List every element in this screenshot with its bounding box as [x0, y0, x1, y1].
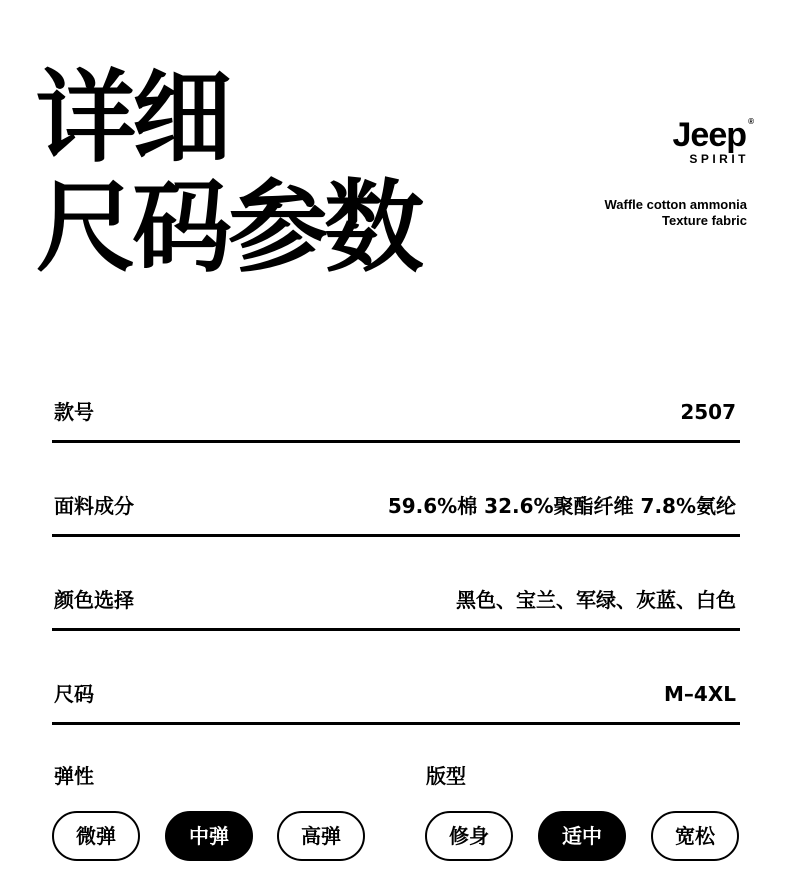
- spec-label: 面料成分: [54, 494, 134, 518]
- spec-row-style-number: [52, 400, 740, 443]
- page-title-line-2: 尺码参数: [36, 169, 420, 286]
- spec-label: 款号: [54, 400, 94, 424]
- jeep-logo-text: Jeep: [672, 116, 746, 154]
- fabric-tagline: [604, 197, 747, 229]
- spec-value: 黑色、宝兰、军绿、灰蓝、白色: [456, 588, 736, 612]
- spec-label: 颜色选择: [54, 588, 134, 612]
- elasticity-option-slight[interactable]: 微弹: [52, 811, 140, 861]
- tagline-line-2: Texture fabric: [661, 213, 747, 228]
- jeep-logo: [672, 116, 754, 154]
- spec-label: 尺码: [54, 682, 94, 706]
- elasticity-option-medium[interactable]: 中弹: [165, 811, 253, 861]
- elasticity-label: 弹性: [54, 764, 94, 788]
- registered-mark: ®: [748, 117, 754, 126]
- fit-option-slim[interactable]: 修身: [425, 811, 513, 861]
- brand-subline: SPIRIT: [689, 152, 749, 166]
- elasticity-option-high[interactable]: 高弹: [277, 811, 365, 861]
- page-title-line-1: 详细: [36, 59, 228, 176]
- spec-row-fabric: [52, 494, 740, 537]
- spec-row-colors: [52, 588, 740, 631]
- spec-row-size: [52, 682, 740, 725]
- spec-value: 59.6%棉 32.6%聚酯纤维 7.8%氨纶: [387, 494, 736, 518]
- spec-value: 2507: [680, 400, 736, 424]
- fit-label: 版型: [426, 764, 466, 788]
- fit-option-loose[interactable]: 宽松: [651, 811, 739, 861]
- brand-logo-block: [672, 116, 754, 166]
- fit-option-regular[interactable]: 适中: [538, 811, 626, 861]
- spec-value: M–4XL: [664, 682, 736, 706]
- tagline-line-1: Waffle cotton ammonia: [604, 197, 747, 212]
